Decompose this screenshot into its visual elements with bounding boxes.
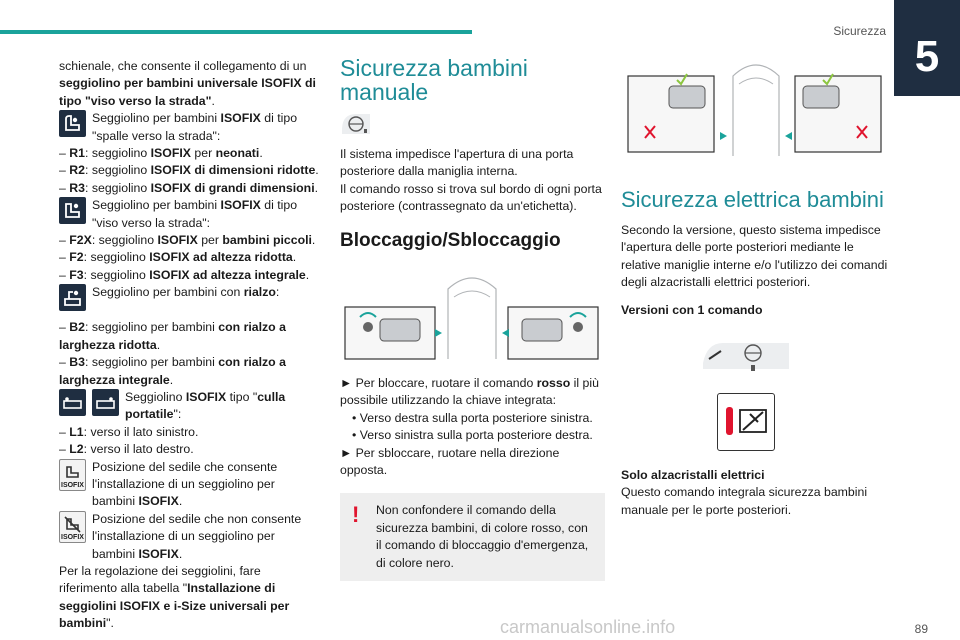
text-bold: ISOFIX — [220, 111, 261, 126]
booster-seat-icon — [59, 284, 86, 311]
electric-child-lock-title: Sicurezza elettrica bambini — [621, 187, 884, 212]
manual-p2: Il comando rosso si trova sul bordo di ogni porta posteriore (contrassegnato da un'etichetta). — [340, 181, 602, 214]
lock-bullet-left: • Verso destra sulla porta posteriore sinistra. — [352, 410, 593, 425]
b3-line: – B3: seggiolino per bambini con rialzo a larghezza integrale. — [59, 355, 286, 387]
forward-facing-seat-icon — [59, 197, 86, 224]
carrycot-left-icon — [59, 389, 86, 416]
section-title: Sicurezza — [833, 24, 886, 38]
chapter-number-tab: 5 — [894, 0, 960, 96]
isofix-allowed-icon — [59, 459, 86, 491]
carrycot-right-icon — [92, 389, 119, 416]
rear-facing-seat-icon — [59, 110, 86, 137]
manual-p1: Il sistema impedisce l'apertura di una porta posteriore dalla maniglia interna. — [340, 147, 574, 179]
booster-item: Seggiolino per bambini con rialzo: — [59, 284, 321, 311]
manual-child-lock-title: Sicurezza bambini manuale — [340, 55, 528, 105]
isofix-allowed-item: ISOFIX Posizione del sedile che consente l'installazione di un seggiolino per bambini ISOFIX. — [61, 459, 278, 509]
f3-line: – F3: seggiolino ISOFIX ad altezza integrale. — [59, 267, 310, 282]
warning-text: Non confondere il comando della sicurezza bambini, di colore rosso, con il comando di bloccaggio d'emergenza, di colore nero. — [376, 503, 589, 570]
warning-icon: ! — [352, 502, 360, 528]
f2x-line: – F2X: seggiolino ISOFIX per bambini piccoli. — [59, 233, 316, 248]
isofix-forbidden-icon — [59, 511, 86, 543]
lock-instruction: ► Per bloccare, ruotare il comando rosso il più possibile utilizzando la chiave integrata: — [340, 376, 599, 408]
electric-lock-illustration — [625, 56, 887, 160]
column-electric-child-lock — [621, 56, 889, 519]
warning-note — [340, 493, 605, 581]
intro-paragraph — [59, 58, 321, 110]
f2-line: – F2: seggiolino ISOFIX ad altezza ridotta. — [59, 250, 297, 265]
r3-line: – R3: seggiolino ISOFIX di grandi dimensioni. — [59, 180, 319, 195]
red-led-icon — [726, 407, 733, 435]
isofix-badge-label: ISOFIX — [61, 533, 84, 541]
text: schienale, che consente il collegamento di un — [59, 59, 307, 73]
text: Seggiolino per bambini — [92, 111, 221, 126]
electric-p1: Secondo la versione, questo sistema impedisce l'apertura delle porte posteriori mediante le relative maniglie interne e/o l'utilizzo dei comandi degli alzacristalli elettrici posteriori. — [621, 223, 888, 290]
child-lock-button-icon — [717, 393, 775, 451]
lock-unlock-title: Bloccaggio/Sbloccaggio — [340, 229, 561, 251]
column-isofix — [59, 58, 321, 633]
column-manual-child-lock — [340, 56, 605, 581]
unlock-instruction: ► Per sbloccare, ruotare nella direzione opposta. — [340, 445, 560, 478]
lock-bullet-right: • Verso sinistra sulla porta posteriore destra. — [352, 428, 593, 443]
child-lock-icon — [340, 112, 372, 138]
b2-line: – B2: seggiolino per bambini con rialzo a larghezza ridotta. — [59, 320, 286, 352]
electric-p2: Questo comando integrala sicurezza bambini manuale per le porte posteriori. — [621, 485, 868, 517]
header-accent-bar — [0, 30, 472, 34]
windows-only-heading: Solo alzacristalli elettrici — [621, 468, 765, 483]
r2-line: – R2: seggiolino ISOFIX di dimensioni ridotte. — [59, 163, 319, 178]
watermark: carmanualsonline.info — [500, 617, 676, 637]
carrycot-item: Seggiolino ISOFIX tipo "culla portatile": — [59, 389, 321, 424]
outro-paragraph: Per la regolazione dei seggiolini, fare riferimento alla tabella "Installazione di seggiolini ISOFIX e i-Size universali per bambini". — [59, 563, 290, 631]
text-bold: seggiolino per bambini universale ISOFIX di tipo "viso verso la strada" — [59, 76, 316, 108]
rear-facing-item — [59, 110, 321, 145]
l1-line: – L1: verso il lato sinistro. — [59, 424, 199, 439]
door-control-illustration — [701, 333, 791, 377]
lock-illustration — [340, 267, 605, 363]
forward-facing-item: Seggiolino per bambini ISOFIX di tipo "viso verso la strada": — [59, 197, 321, 232]
text: di tipo "spalle verso la strada": — [92, 111, 298, 143]
isofix-forbidden-item: ISOFIX Posizione del sedile che non consente l'installazione di un seggiolino per bambini ISOFIX. — [61, 511, 302, 561]
one-control-heading: Versioni con 1 comando — [621, 302, 763, 317]
text: . — [211, 93, 215, 108]
isofix-badge-label: ISOFIX — [61, 481, 84, 489]
l2-line: – L2: verso il lato destro. — [59, 442, 194, 457]
page-number: 89 — [914, 622, 928, 636]
r1-line: – R1: seggiolino ISOFIX per neonati. — [59, 146, 263, 161]
